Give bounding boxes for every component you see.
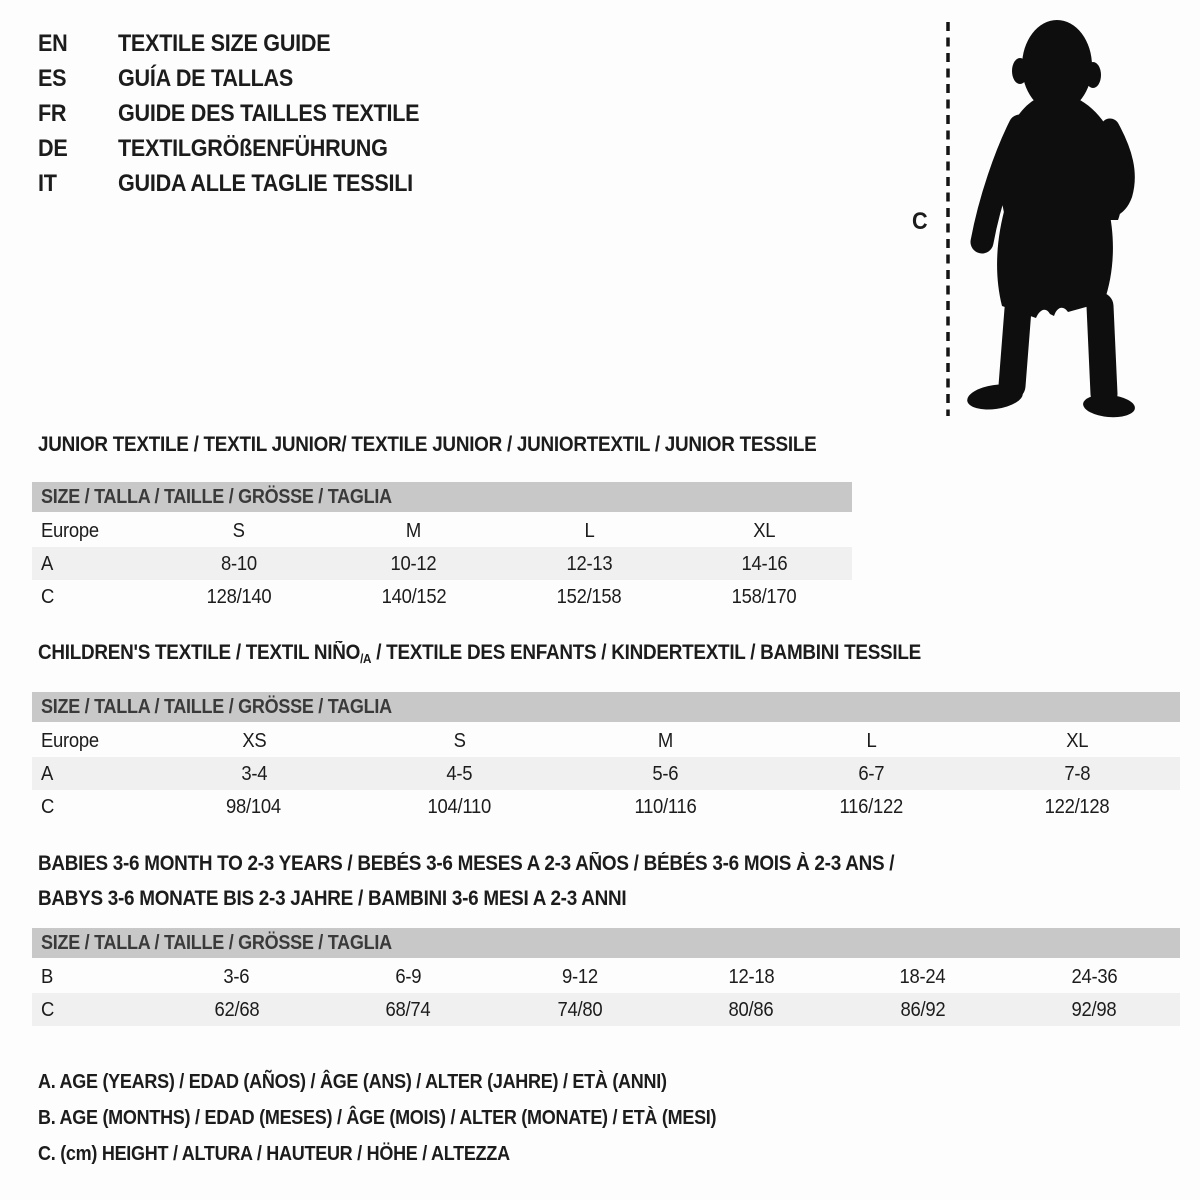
- height-cell: 86/92: [900, 997, 946, 1021]
- size-cell: S: [453, 728, 466, 752]
- table-row-height: [32, 790, 1180, 823]
- month-cell: 24-36: [1071, 964, 1118, 988]
- age-cell: 7-8: [1064, 761, 1091, 785]
- size-header-bar: SIZE / TALLA / TAILLE / GRÖSSE / TAGLIA: [32, 928, 1180, 958]
- height-cell: 140/152: [381, 584, 447, 608]
- height-cell: 158/170: [731, 584, 797, 608]
- junior-size-table: [32, 482, 852, 613]
- guide-title-en: TEXTILE SIZE GUIDE: [118, 29, 331, 57]
- legend-line-a: A. AGE (YEARS) / EDAD (AÑOS) / ÂGE (ANS) / ALTER (JAHRE) / ETÀ (ANNI): [38, 1070, 667, 1093]
- row-label: C: [41, 997, 55, 1021]
- section-title-children: CHILDREN'S TEXTILE / TEXTIL NIÑO/A / TEXTILE DES ENFANTS / KINDERTEXTIL / BAMBINI TESSILE: [38, 641, 921, 666]
- height-cell: 116/122: [839, 794, 904, 818]
- language-code: ES: [38, 64, 67, 92]
- row-label: B: [41, 964, 54, 988]
- guide-title-fr: GUIDE DES TAILLES TEXTILE: [118, 99, 420, 127]
- age-cell: 4-5: [446, 761, 473, 785]
- month-cell: 6-9: [395, 964, 422, 988]
- height-cell: 98/104: [226, 794, 282, 818]
- table-row-months: [32, 960, 1180, 993]
- size-cell: XL: [1066, 728, 1089, 752]
- table-row-europe: [32, 514, 852, 547]
- language-row-fr: [38, 96, 453, 131]
- language-row-de: [38, 131, 453, 166]
- age-cell: 3-4: [240, 761, 267, 785]
- age-cell: 8-10: [220, 551, 257, 575]
- table-row-europe: [32, 724, 1180, 757]
- age-cell: 14-16: [741, 551, 788, 575]
- legend-line-b: B. AGE (MONTHS) / EDAD (MESES) / ÂGE (MOIS) / ALTER (MONATE) / ETÀ (MESI): [38, 1106, 717, 1129]
- language-row-es: [38, 61, 453, 96]
- height-cell: 128/140: [206, 584, 272, 608]
- section-title-junior: JUNIOR TEXTILE / TEXTIL JUNIOR/ TEXTILE JUNIOR / JUNIORTEXTIL / JUNIOR TESSILE: [38, 433, 817, 456]
- table-row-age: [32, 547, 852, 580]
- height-cell: 68/74: [385, 997, 431, 1021]
- size-cell: M: [406, 518, 422, 542]
- guide-title-de: TEXTILGRÖßENFÜHRUNG: [118, 134, 388, 162]
- row-label: Europe: [41, 728, 99, 752]
- size-header-bar: SIZE / TALLA / TAILLE / GRÖSSE / TAGLIA: [32, 692, 1180, 722]
- language-code: FR: [38, 99, 67, 127]
- row-label: Europe: [41, 518, 99, 542]
- row-label: A: [41, 761, 54, 785]
- size-cell: L: [866, 728, 877, 752]
- size-cell: M: [657, 728, 674, 752]
- month-cell: 3-6: [223, 964, 250, 988]
- height-cell: 92/98: [1071, 997, 1117, 1021]
- size-cell: XS: [241, 728, 266, 752]
- section-title-babies: BABIES 3-6 MONTH TO 2-3 YEARS / BEBÉS 3-6 MESES A 2-3 AÑOS / BÉBÉS 3-6 MOIS À 2-3 ANS / BABYS 3-6 MONATE BIS 2-3 JAHRE / BAMBINI 3-6 MESI A 2-3 ANNI: [38, 852, 895, 910]
- age-cell: 6-7: [858, 761, 885, 785]
- month-cell: 9-12: [561, 964, 598, 988]
- height-cell: 62/68: [214, 997, 260, 1021]
- language-list: [38, 26, 453, 201]
- row-label: A: [41, 551, 54, 575]
- age-cell: 12-13: [566, 551, 613, 575]
- size-cell: XL: [753, 518, 776, 542]
- height-cell: 110/116: [634, 794, 697, 818]
- table-row-height: [32, 993, 1180, 1026]
- month-cell: 12-18: [728, 964, 775, 988]
- age-cell: 5-6: [652, 761, 679, 785]
- height-cell: 104/110: [427, 794, 492, 818]
- language-code: IT: [38, 169, 57, 197]
- language-row-en: [38, 26, 453, 61]
- guide-title-es: GUÍA DE TALLAS: [118, 64, 294, 92]
- babies-size-table: [32, 928, 1180, 1026]
- table-row-height: [32, 580, 852, 613]
- children-size-table: [32, 692, 1180, 823]
- height-cell: 152/158: [556, 584, 622, 608]
- height-cell: 122/128: [1044, 794, 1110, 818]
- language-row-it: [38, 166, 453, 201]
- language-code: EN: [38, 29, 68, 57]
- measure-label-c: C: [912, 208, 928, 235]
- language-code: DE: [38, 134, 68, 162]
- month-cell: 18-24: [899, 964, 946, 988]
- toddler-silhouette-icon: [962, 14, 1142, 423]
- legend: [38, 1064, 792, 1172]
- height-cell: 74/80: [557, 997, 603, 1021]
- height-cell: 80/86: [728, 997, 774, 1021]
- size-header-bar: SIZE / TALLA / TAILLE / GRÖSSE / TAGLIA: [32, 482, 852, 512]
- age-cell: 10-12: [390, 551, 437, 575]
- row-label: C: [41, 794, 55, 818]
- height-measure-dashed-line: [944, 16, 952, 425]
- guide-title-it: GUIDA ALLE TAGLIE TESSILI: [118, 169, 413, 197]
- legend-line-c: C. (cm) HEIGHT / ALTURA / HAUTEUR / HÖHE / ALTEZZA: [38, 1142, 510, 1165]
- table-row-age: [32, 757, 1180, 790]
- size-cell: L: [584, 518, 595, 542]
- row-label: C: [41, 584, 55, 608]
- size-cell: S: [232, 518, 245, 542]
